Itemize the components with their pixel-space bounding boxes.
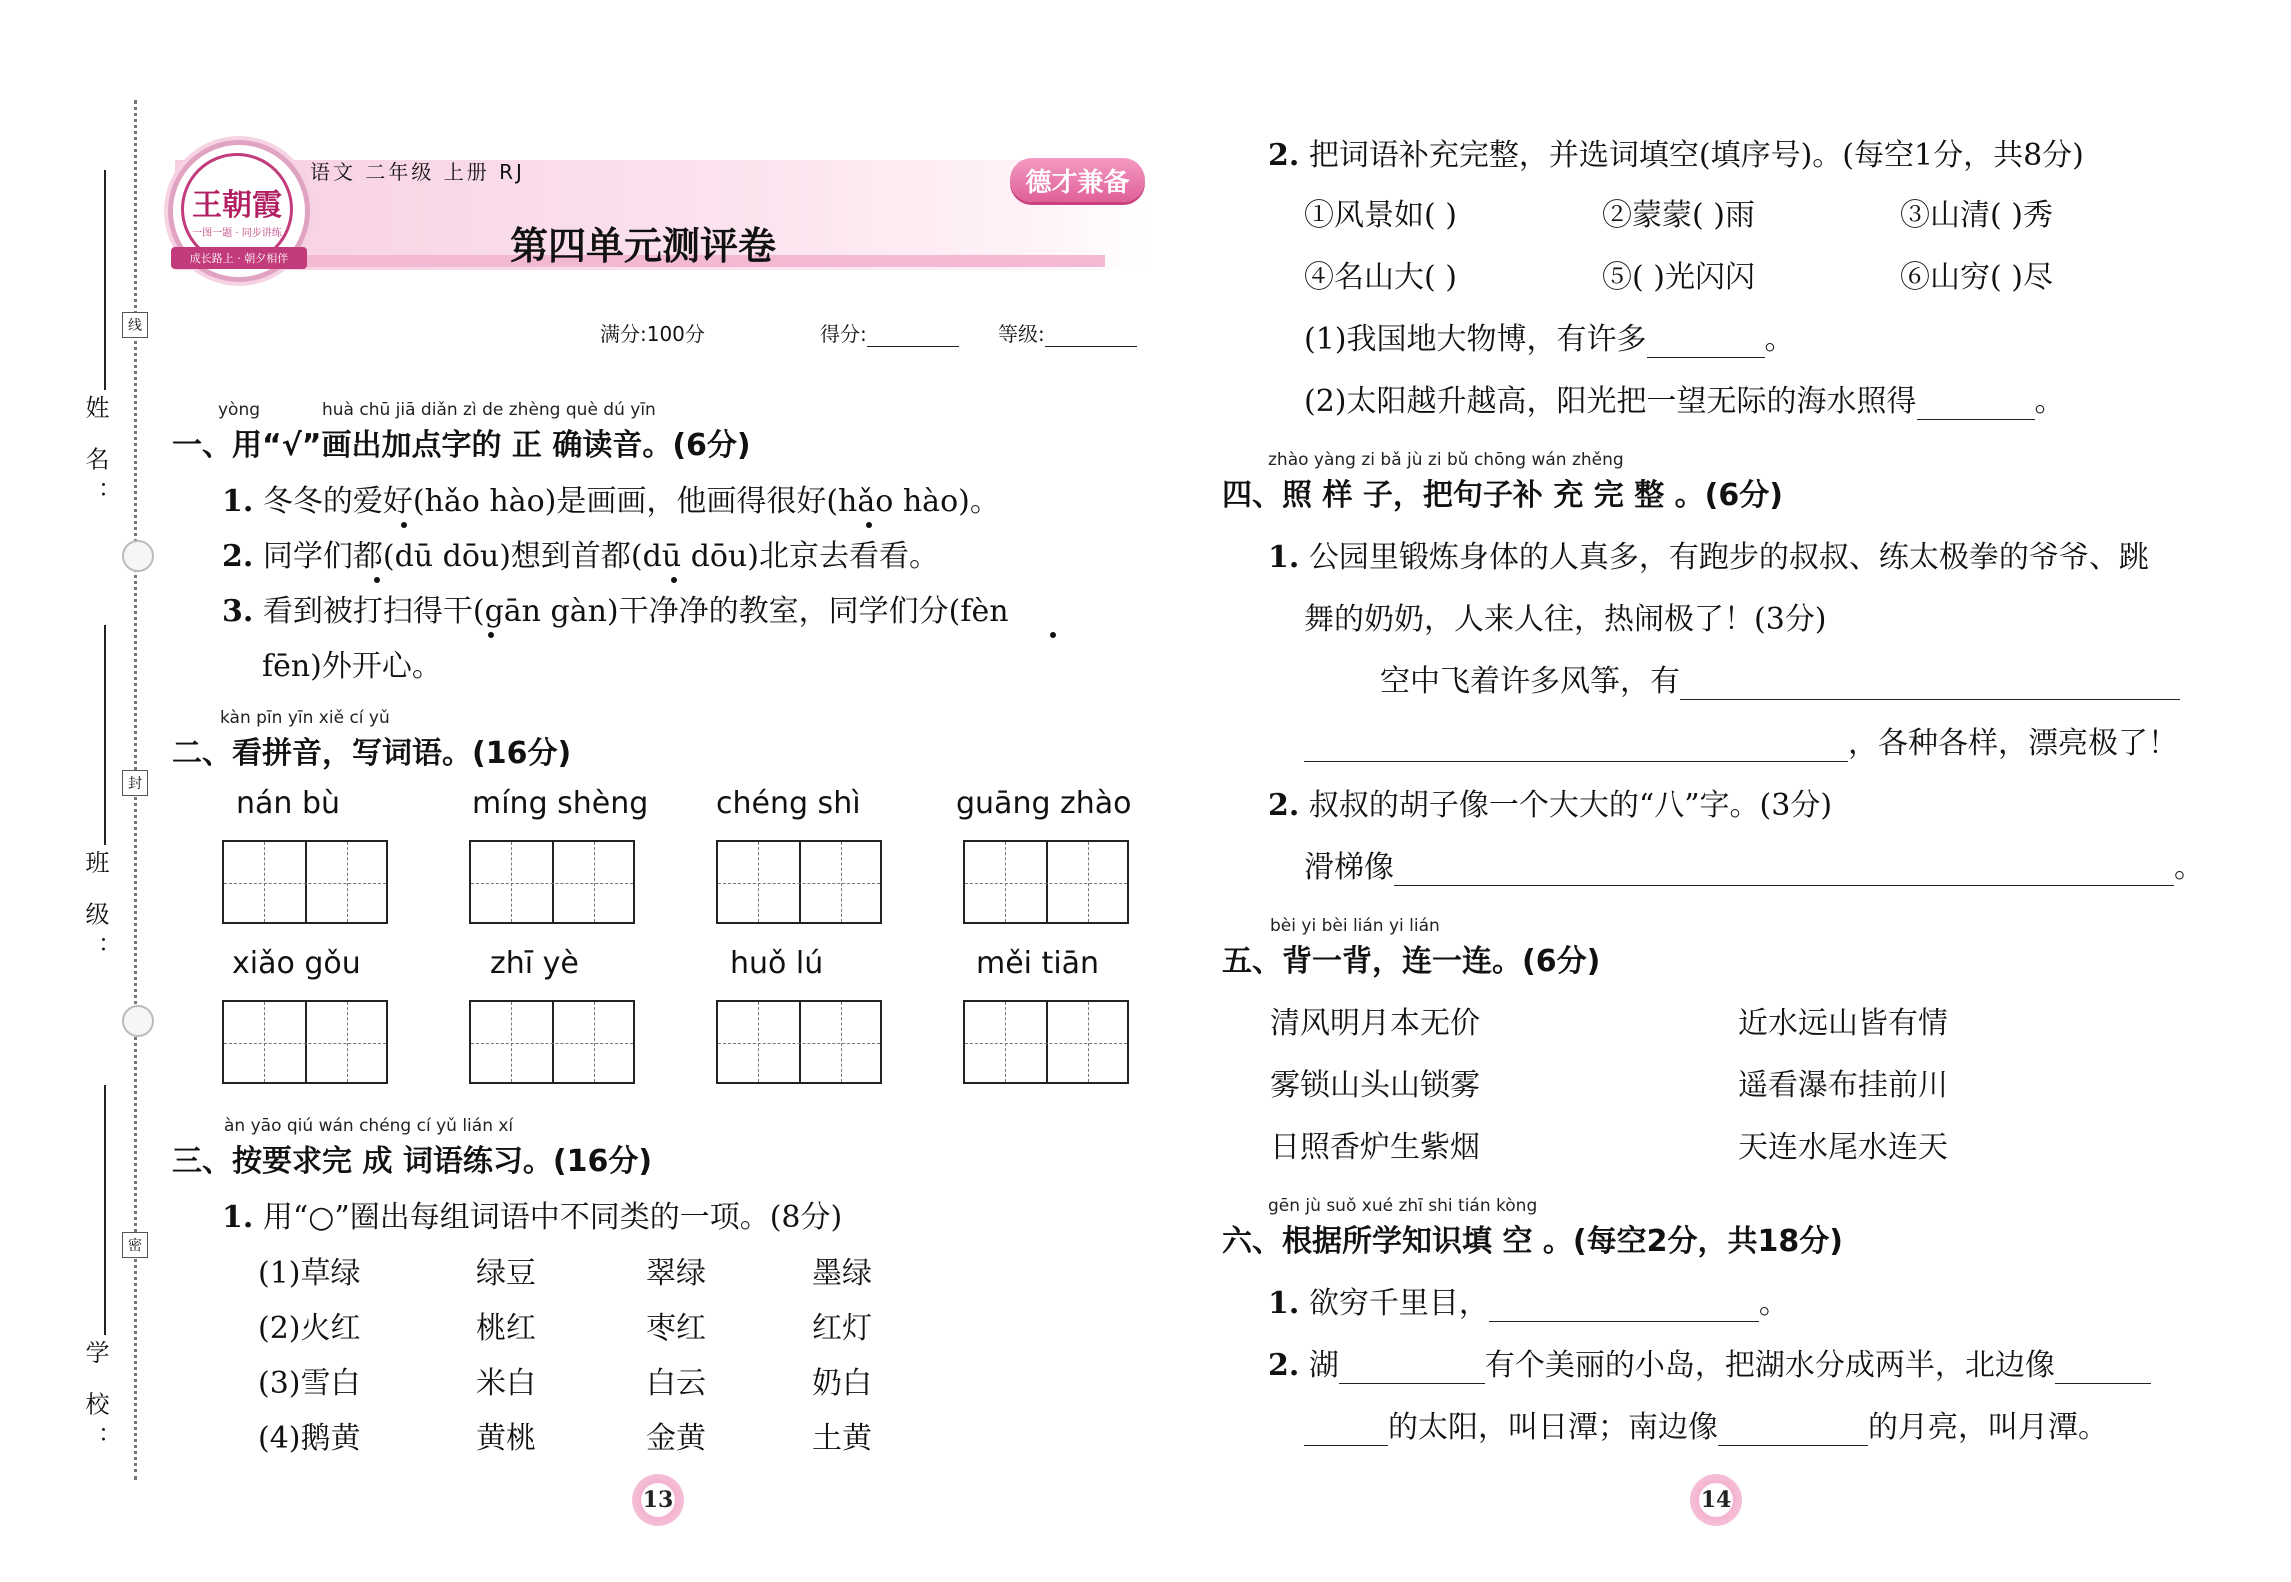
section6-title: 六、根据所学知识填 空 。(每空2分，共18分) bbox=[1222, 1224, 1843, 1259]
group-word[interactable]: (1)草绿 bbox=[258, 1256, 361, 1291]
s1-item-2 bbox=[222, 531, 939, 575]
score-field bbox=[820, 318, 959, 347]
group-word[interactable]: 墨绿 bbox=[812, 1256, 872, 1291]
item-text: 的太阳，叫日潭；南边像 bbox=[1388, 1410, 1718, 1445]
item-number: 3. bbox=[222, 594, 254, 629]
score-label: 得分: bbox=[820, 322, 867, 346]
logo-text: 王朝霞 bbox=[192, 187, 282, 223]
s1-pinyin-a: yòng bbox=[218, 400, 261, 420]
writing-grid[interactable] bbox=[469, 1000, 635, 1084]
fill-blank[interactable] bbox=[1680, 669, 2180, 700]
s6-q2-line2 bbox=[1304, 1402, 2108, 1446]
writing-grid[interactable] bbox=[963, 1000, 1129, 1084]
item-number: 1. bbox=[1268, 540, 1300, 575]
sentence-text: 空中飞着许多风筝，有 bbox=[1380, 664, 1680, 699]
pinyin-word: měi tiān bbox=[976, 946, 1100, 981]
s5-pinyin: bèi yi bèi lián yi lián bbox=[1270, 916, 1440, 936]
mark-mi: 密 bbox=[122, 1232, 148, 1258]
fill-blank[interactable] bbox=[1647, 327, 1765, 358]
writing-grid[interactable] bbox=[716, 1000, 882, 1084]
s4-q2-fill bbox=[1304, 842, 2204, 886]
name-underline bbox=[104, 170, 106, 390]
s6-q2-line1 bbox=[1268, 1340, 2151, 1384]
school-underline bbox=[104, 1085, 106, 1335]
page-number-left: 13 bbox=[632, 1474, 684, 1526]
group-word[interactable]: 米白 bbox=[476, 1366, 536, 1401]
exam-title: 第四单元测评卷 bbox=[510, 224, 777, 268]
item-number: 2. bbox=[1268, 138, 1300, 173]
item-text: 用“○”圈出每组词语中不同类的一项。(8分) bbox=[262, 1200, 843, 1235]
writing-grid[interactable] bbox=[716, 840, 882, 924]
emphasis-dot bbox=[866, 522, 872, 528]
binding-hole bbox=[122, 540, 154, 572]
idiom-item[interactable]: ①风景如( ) bbox=[1304, 198, 1457, 233]
emphasis-dot bbox=[374, 577, 380, 583]
fill-sentence-1 bbox=[1304, 314, 1795, 358]
r-q2-title bbox=[1268, 130, 2084, 174]
item-text: 看到被打扫得干(gān gàn)干净净的教室，同学们分(fèn bbox=[262, 594, 1009, 629]
pinyin-word: huǒ lú bbox=[730, 946, 824, 981]
group-word[interactable]: 白云 bbox=[646, 1366, 706, 1401]
section1-title: 一、用“√”画出加点字的 正 确读音。(6分) bbox=[172, 428, 751, 463]
sentence-end: 。 bbox=[2174, 850, 2204, 885]
group-word[interactable]: 黄桃 bbox=[476, 1421, 536, 1456]
score-blank[interactable] bbox=[867, 326, 959, 347]
item-text: 公园里锻炼身体的人真多，有跑步的叔叔、练太极拳的爷爷、跳 bbox=[1308, 540, 2149, 575]
sentence-text: (2)太阳越升越高，阳光把一望无际的海水照得 bbox=[1304, 384, 1917, 419]
item-text: 把词语补充完整，并选词填空(填序号)。(每空1分，共8分) bbox=[1308, 138, 2084, 173]
section4-title: 四、照 样 子，把句子补 充 完 整 。(6分) bbox=[1222, 478, 1783, 513]
s1-item-3 bbox=[222, 586, 1009, 630]
writing-grid[interactable] bbox=[469, 840, 635, 924]
match-left[interactable]: 雾锁山头山锁雾 bbox=[1270, 1068, 1480, 1103]
item-text: 冬冬的爱好(hǎo hào)是画画，他画得很好(hǎo hào)。 bbox=[262, 484, 1000, 519]
item-number: 2. bbox=[1268, 788, 1300, 823]
fill-blank[interactable] bbox=[1304, 1415, 1388, 1446]
section2-title: 二、看拼音，写词语。(16分) bbox=[172, 736, 572, 771]
group-word[interactable]: 绿豆 bbox=[476, 1256, 536, 1291]
badge-decai: 德才兼备 bbox=[1010, 158, 1145, 202]
group-word[interactable]: 奶白 bbox=[812, 1366, 872, 1401]
match-right[interactable]: 天连水尾水连天 bbox=[1738, 1130, 1948, 1165]
subject-info: 语文 二年级 上册 RJ bbox=[310, 160, 525, 184]
writing-grid[interactable] bbox=[222, 1000, 388, 1084]
fill-blank[interactable] bbox=[1718, 1415, 1868, 1446]
s3-q1 bbox=[222, 1192, 842, 1236]
idiom-item[interactable]: ④名山大( ) bbox=[1304, 260, 1457, 295]
emphasis-dot bbox=[488, 632, 494, 638]
fill-sentence-2 bbox=[1304, 376, 2065, 420]
fill-blank[interactable] bbox=[1394, 855, 2174, 886]
sentence-end: 。 bbox=[1758, 1286, 1789, 1321]
section5-title: 五、背一背，连一连。(6分) bbox=[1222, 944, 1601, 979]
class-underline bbox=[104, 625, 106, 845]
school-label: 学 校： bbox=[81, 1340, 109, 1460]
sentence-text: (1)我国地大物博，有许多 bbox=[1304, 322, 1647, 357]
grade-label: 等级: bbox=[998, 322, 1045, 346]
fill-blank[interactable] bbox=[1917, 389, 2035, 420]
fill-blank[interactable] bbox=[1339, 1353, 1485, 1384]
match-right[interactable]: 近水远山皆有情 bbox=[1738, 1006, 1948, 1041]
brand-logo bbox=[168, 140, 310, 282]
emphasis-dot bbox=[671, 577, 677, 583]
group-word[interactable]: 桃红 bbox=[476, 1311, 536, 1346]
item-text: 叔叔的胡子像一个大大的“八”字。(3分) bbox=[1308, 788, 1833, 823]
match-left[interactable]: 清风明月本无价 bbox=[1270, 1006, 1480, 1041]
pinyin-word: zhī yè bbox=[490, 946, 579, 981]
sentence-end: ，各种各样，漂亮极了！ bbox=[1848, 726, 2178, 761]
item-text: 同学们都(dū dōu)想到首都(dū dōu)北京去看看。 bbox=[262, 539, 939, 574]
idiom-item[interactable]: ③山清( )秀 bbox=[1900, 198, 2053, 233]
s1-pinyin-b: huà chū jiā diǎn zì de zhèng què dú yīn bbox=[322, 400, 656, 420]
pinyin-word: guāng zhào bbox=[956, 786, 1132, 821]
writing-grid[interactable] bbox=[963, 840, 1129, 924]
group-word[interactable]: (3)雪白 bbox=[258, 1366, 361, 1401]
pinyin-word: chéng shì bbox=[716, 786, 861, 821]
logo-ribbon: 成长路上 · 朝夕相伴 bbox=[171, 247, 307, 269]
s6-pinyin: gēn jù suǒ xué zhī shi tián kòng bbox=[1268, 1196, 1538, 1216]
group-word[interactable]: 土黄 bbox=[812, 1421, 872, 1456]
section3-title: 三、按要求完 成 词语练习。(16分) bbox=[172, 1144, 653, 1179]
group-word[interactable]: 红灯 bbox=[812, 1311, 872, 1346]
pinyin-word: xiǎo gǒu bbox=[232, 946, 361, 981]
sentence-end: 。 bbox=[2034, 384, 2065, 419]
s1-item-3-cont: fēn)外开心。 bbox=[262, 649, 442, 684]
s1-item-1 bbox=[222, 476, 1000, 520]
group-word[interactable]: 枣红 bbox=[646, 1311, 706, 1346]
grade-blank[interactable] bbox=[1045, 326, 1137, 347]
page-number-right: 14 bbox=[1690, 1474, 1742, 1526]
s3-pinyin: àn yāo qiú wán chéng cí yǔ lián xí bbox=[224, 1116, 514, 1136]
emphasis-dot bbox=[401, 522, 407, 528]
group-word[interactable]: 翠绿 bbox=[646, 1256, 706, 1291]
group-word[interactable]: 金黄 bbox=[646, 1421, 706, 1456]
s4-q1-line2: 舞的奶奶，人来人往，热闹极了！(3分) bbox=[1304, 602, 1827, 637]
writing-grid[interactable] bbox=[222, 840, 388, 924]
match-left[interactable]: 日照香炉生紫烟 bbox=[1270, 1130, 1480, 1165]
s6-q1 bbox=[1268, 1278, 1789, 1322]
s2-pinyin: kàn pīn yīn xiě cí yǔ bbox=[220, 708, 390, 728]
mark-feng: 封 bbox=[122, 770, 148, 796]
item-text: 欲穷千里目， bbox=[1308, 1286, 1489, 1321]
item-number: 1. bbox=[222, 484, 254, 519]
full-score: 满分:100分 bbox=[600, 322, 705, 346]
emphasis-dot bbox=[1050, 632, 1056, 638]
s4-q2 bbox=[1268, 780, 1832, 824]
idiom-item[interactable]: ⑤( )光闪闪 bbox=[1602, 260, 1755, 295]
idiom-item[interactable]: ⑥山穷( )尽 bbox=[1900, 260, 2053, 295]
s4-q1-fill bbox=[1380, 656, 2180, 700]
name-label: 姓 名： bbox=[81, 395, 109, 515]
match-right[interactable]: 遥看瀑布挂前川 bbox=[1738, 1068, 1948, 1103]
item-text: 的月亮，叫月潭。 bbox=[1868, 1410, 2108, 1445]
mark-xian: 线 bbox=[122, 312, 148, 338]
logo-subtext: 一图一题 · 同步讲练 bbox=[192, 227, 282, 239]
sentence-text: 滑梯像 bbox=[1304, 850, 1394, 885]
item-number: 2. bbox=[222, 539, 254, 574]
item-number: 1. bbox=[1268, 1286, 1300, 1321]
group-word[interactable]: (4)鹅黄 bbox=[258, 1421, 361, 1456]
group-word[interactable]: (2)火红 bbox=[258, 1311, 361, 1346]
fill-blank[interactable] bbox=[1304, 731, 1848, 762]
idiom-item[interactable]: ②蒙蒙( )雨 bbox=[1602, 198, 1755, 233]
sentence-end: 。 bbox=[1764, 322, 1795, 357]
grade-field bbox=[998, 318, 1137, 347]
item-number: 1. bbox=[222, 1200, 254, 1235]
s4-q1-line1 bbox=[1268, 532, 2149, 576]
fill-blank[interactable] bbox=[1489, 1291, 1759, 1322]
pinyin-word: nán bù bbox=[236, 786, 341, 821]
s4-pinyin: zhào yàng zi bǎ jù zi bǔ chōng wán zhěng bbox=[1268, 450, 1624, 470]
item-number: 2. bbox=[1268, 1348, 1300, 1383]
item-text: 湖 bbox=[1308, 1348, 1339, 1383]
s4-q1-fill-2 bbox=[1304, 718, 2178, 762]
binding-hole bbox=[122, 1005, 154, 1037]
item-text: 有个美丽的小岛，把湖水分成两半，北边像 bbox=[1484, 1348, 2055, 1383]
pinyin-word: míng shèng bbox=[472, 786, 649, 821]
class-label: 班 级： bbox=[81, 850, 109, 970]
fill-blank[interactable] bbox=[2055, 1353, 2151, 1384]
